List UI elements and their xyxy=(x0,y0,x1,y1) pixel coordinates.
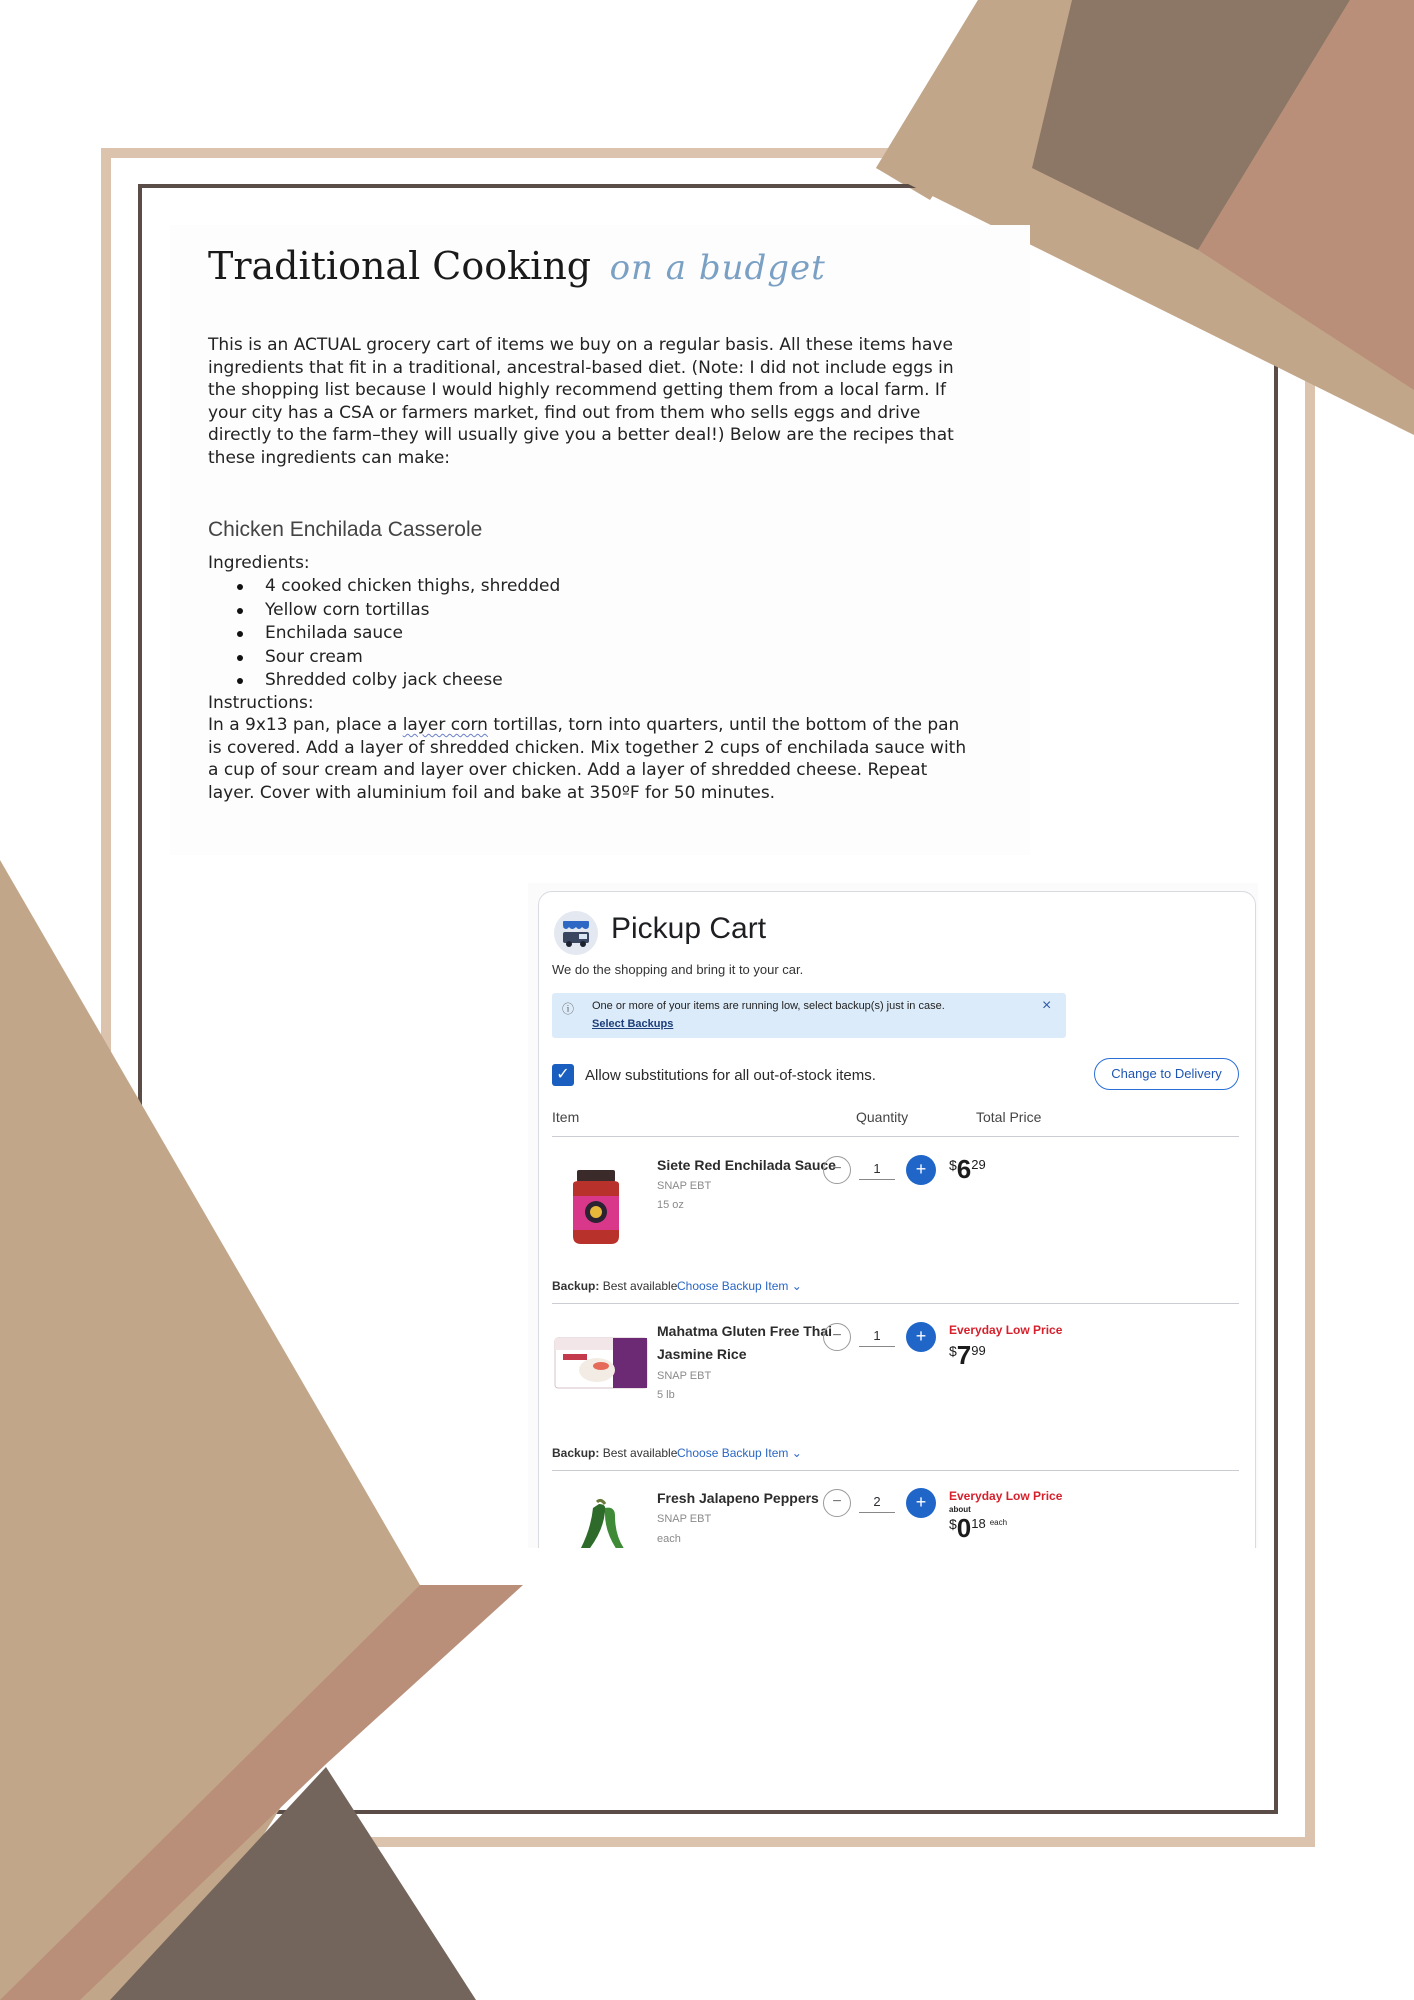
price-dollars: 6 xyxy=(956,1154,972,1184)
header-total-price: Total Price xyxy=(976,1109,1042,1125)
item-divider xyxy=(552,1470,1239,1471)
intro-paragraph: This is an ACTUAL grocery cart of items we buy on a regular basis. All these items have ingredients that fit in a traditional, ancestral-based diet. (Note: I did not include eggs in the shopping list because I would highly recommend getting them from a local farm. If your city has a CSA or farmers market, find out from them who sells eggs and drive directly to the farm–they will usually give you a better deal!) Below are the recipes that these ingredients can make: xyxy=(208,335,954,468)
price-cents: 99 xyxy=(971,1343,986,1358)
store-van-icon xyxy=(554,911,598,955)
backup-label: Backup: xyxy=(552,1279,600,1293)
increase-quantity-button[interactable]: + xyxy=(906,1155,936,1185)
backup-row xyxy=(552,1446,677,1460)
ingredients-list xyxy=(208,575,560,693)
item-price xyxy=(949,1154,986,1185)
price-unit: each xyxy=(989,1518,1008,1527)
instructions-label: Instructions: xyxy=(208,693,314,713)
increase-quantity-button[interactable]: + xyxy=(906,1488,936,1518)
product-size: each xyxy=(657,1533,681,1545)
recipe-title: Chicken Enchilada Casserole xyxy=(208,518,483,541)
backup-value: Best available xyxy=(602,1279,678,1293)
title-main: Traditional Cooking xyxy=(208,244,592,288)
pickup-cart-screenshot xyxy=(528,883,1258,1548)
currency-symbol: $ xyxy=(949,1157,957,1173)
close-icon[interactable]: × xyxy=(1042,997,1052,1014)
backup-value: Best available xyxy=(602,1446,678,1460)
increase-quantity-button[interactable]: + xyxy=(906,1322,936,1352)
decrease-quantity-button[interactable]: − xyxy=(823,1489,851,1517)
product-size: 15 oz xyxy=(657,1199,684,1211)
header-divider xyxy=(552,1136,1239,1137)
decrease-quantity-button[interactable]: − xyxy=(823,1323,851,1351)
quantity-value[interactable]: 1 xyxy=(859,1328,895,1347)
quantity-value[interactable]: 1 xyxy=(859,1161,895,1180)
ingredient-item: Sour cream xyxy=(265,646,560,670)
select-backups-link[interactable]: Select Backups xyxy=(592,1018,674,1030)
price-dollars: 0 xyxy=(956,1513,972,1543)
substitutions-label: Allow substitutions for all out-of-stock items. xyxy=(585,1067,876,1084)
page-title xyxy=(208,244,826,288)
snap-ebt-tag: SNAP EBT xyxy=(657,1180,712,1192)
header-item: Item xyxy=(552,1109,580,1125)
currency-symbol: $ xyxy=(949,1516,957,1532)
instructions-text-end: tortillas, torn into quarters, until the bottom of the pan is covered. Add a layer of shredded chicken. Mix together 2 cups of enchilada sauce with a cup of sour cream and layer over chicken. Add a layer of shredded cheese. Repeat layer. Cover with aluminium foil and bake at 350ºF for 50 minutes. xyxy=(208,715,967,803)
ingredient-item: Yellow corn tortillas xyxy=(265,599,560,623)
currency-symbol: $ xyxy=(949,1343,957,1359)
substitutions-checkbox[interactable]: ✓ xyxy=(552,1064,574,1086)
cart-title: Pickup Cart xyxy=(611,912,767,945)
low-stock-banner xyxy=(552,993,1066,1038)
instructions-paragraph xyxy=(208,714,968,804)
choose-backup-item-link[interactable] xyxy=(677,1279,802,1293)
enchilada-sauce-image xyxy=(565,1168,627,1253)
snap-ebt-tag: SNAP EBT xyxy=(657,1513,712,1525)
ingredient-item: Shredded colby jack cheese xyxy=(265,669,560,693)
jasmine-rice-image xyxy=(553,1332,649,1399)
jalapeno-peppers-image xyxy=(569,1498,639,1548)
title-script: on a budget xyxy=(609,248,826,288)
snap-ebt-tag: SNAP EBT xyxy=(657,1370,712,1382)
everyday-low-price-label: Everyday Low Price xyxy=(949,1323,1063,1337)
backup-label: Backup: xyxy=(552,1446,600,1460)
info-icon: ⓘ xyxy=(562,1002,575,1016)
header-quantity: Quantity xyxy=(856,1109,909,1125)
decrease-quantity-button[interactable]: − xyxy=(823,1156,851,1184)
choose-backup-item-link[interactable] xyxy=(677,1446,802,1460)
backup-link-label: Choose Backup Item xyxy=(677,1279,789,1293)
backup-link-label: Choose Backup Item xyxy=(677,1446,789,1460)
chevron-down-icon: ⌄ xyxy=(791,1279,802,1293)
product-name[interactable]: Siete Red Enchilada Sauce xyxy=(657,1157,836,1173)
spellcheck-marked-text: layer corn xyxy=(402,715,488,735)
backup-row xyxy=(552,1279,677,1293)
ingredients-label: Ingredients: xyxy=(208,553,310,573)
pickup-cart-panel xyxy=(538,891,1256,1548)
instructions-text-start: In a 9x13 pan, place a xyxy=(208,715,403,735)
price-dollars: 7 xyxy=(956,1340,972,1370)
item-price xyxy=(949,1340,986,1371)
product-size: 5 lb xyxy=(657,1389,675,1401)
product-name[interactable]: Fresh Jalapeno Peppers xyxy=(657,1490,819,1506)
ingredient-item: Enchilada sauce xyxy=(265,622,560,646)
chevron-down-icon: ⌄ xyxy=(791,1446,802,1460)
ingredient-item: 4 cooked chicken thighs, shredded xyxy=(265,575,560,599)
price-cents: 29 xyxy=(971,1157,986,1172)
everyday-low-price-label: Everyday Low Price xyxy=(949,1489,1063,1503)
item-price xyxy=(949,1513,1007,1544)
price-cents: 18 xyxy=(971,1516,986,1531)
about-label: about xyxy=(949,1505,971,1514)
quantity-value[interactable]: 2 xyxy=(859,1494,895,1513)
change-to-delivery-button[interactable]: Change to Delivery xyxy=(1094,1058,1239,1090)
item-divider xyxy=(552,1303,1239,1304)
product-name[interactable]: Mahatma Gluten Free Thai Jasmine Rice xyxy=(657,1323,833,1362)
cart-subtitle: We do the shopping and bring it to your car. xyxy=(552,962,804,977)
banner-text: One or more of your items are running low, select backup(s) just in case. xyxy=(592,1000,945,1012)
